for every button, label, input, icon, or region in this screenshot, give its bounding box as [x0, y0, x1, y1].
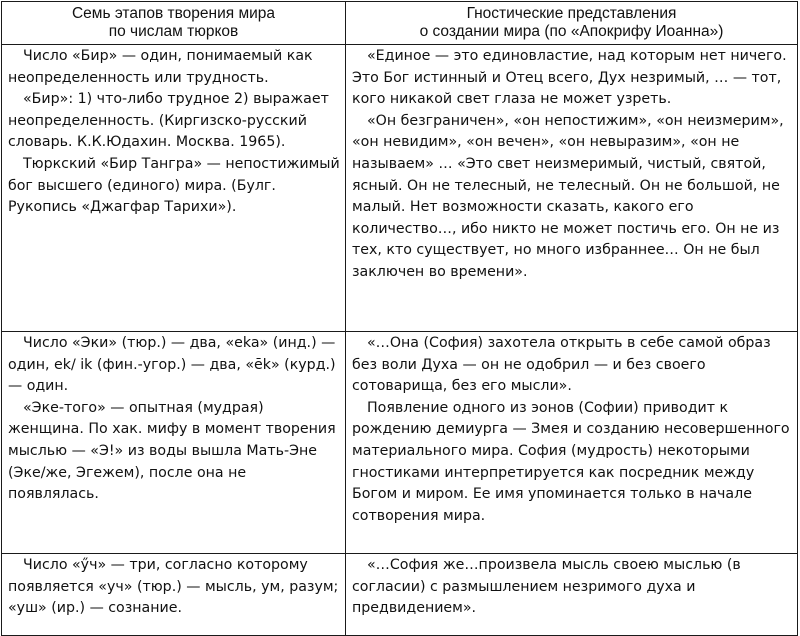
paragraph: Появление одного из эонов (Софии) приводит к рождению демиурга — Змея и созданию несовершенного материального мира. София (мудрость) некоторыми гностиками интерпретируется как посредник между Богом и миром. Ее имя упоминается только в начале сотворения мира.	[352, 399, 790, 524]
paragraph: «Эке-того» — опытная (мудрая) женщина. По хак. мифу в момент творения мыслью — «Э!» из воды вышла Мать-Эне (Эке/же, Эгежем), после она не появлялась.	[8, 399, 336, 503]
cell-gnostic-sophia	[346, 332, 798, 554]
comparison-table	[1, 1, 798, 636]
cell-gnostic-thought	[346, 554, 798, 636]
cell-gnostic-one	[346, 45, 798, 332]
cell-number-bir	[2, 45, 346, 332]
paragraph: «Единое — это единовластие, над которым нет ничего. Это Бог истинный и Отец всего, Дух незримый, … — тот, кого никакой свет глаза не может узреть.	[352, 48, 787, 108]
header-line: Гностические представления	[466, 5, 677, 22]
table-row	[2, 45, 798, 332]
table-row	[2, 554, 798, 636]
table-row	[2, 332, 798, 554]
cell-number-eki	[2, 332, 346, 554]
paragraph: «…Она (София) захотела открыть в себе самой образ без воли Духа — он не одобрил — и без своего сотоварища, без его мысли».	[352, 335, 771, 395]
header-line: Семь этапов творения мира	[71, 5, 275, 22]
paragraph: Число «Эки» (тюр.) — два, «eka» (инд.) — один, ek/ ik (фин.-угор.) — два, «ēk» (курд.) — один.	[8, 335, 336, 395]
paragraph: Число «ӳч» — три, согласно которому появляется «уч» (тюр.) — мысль, ум, разум; «уш» (ир.) — сознание.	[8, 557, 339, 617]
table-body	[2, 45, 798, 636]
paragraph: «Бир»: 1) что-либо трудное 2) выражает неопределенность. (Киргизско-русский словарь. К.К.Юдахин. Москва. 1965).	[8, 91, 329, 151]
cell-number-uch	[2, 554, 346, 636]
table-header	[2, 2, 798, 45]
header-line: по числам тюрков	[108, 23, 239, 40]
header-turkic-numbers	[2, 2, 346, 45]
header-gnostic-views	[346, 2, 798, 45]
paragraph: Тюркский «Бир Тангра» — непостижимый бог высшего (единого) мира. (Булг. Рукопись «Джагфар Тарихи»).	[8, 155, 340, 216]
header-line: о создании мира (по «Апокрифу Иоанна»)	[419, 23, 724, 40]
paragraph: «…София же…произвела мысль своею мыслью (в согласии) с размышлением незримого духа и предвидением».	[352, 557, 741, 617]
paragraph: Число «Бир» — один, понимаемый как неопределенность или трудность.	[8, 48, 313, 86]
header-row	[2, 2, 798, 45]
paragraph: «Он безграничен», «он непостижим», «он неизмерим», «он невидим», «он вечен», «он невыразим», «он не называем» … «Это свет неизмеримый, чистый, святой, ясный. Он не телесный, не телесный. Он не большой, не малый. Нет возможности сказать, какого его количество…, ибо никто не может постичь его. Он не из тех, кто существует, но много избраннее… Он не был заключен во времени».	[352, 112, 784, 280]
